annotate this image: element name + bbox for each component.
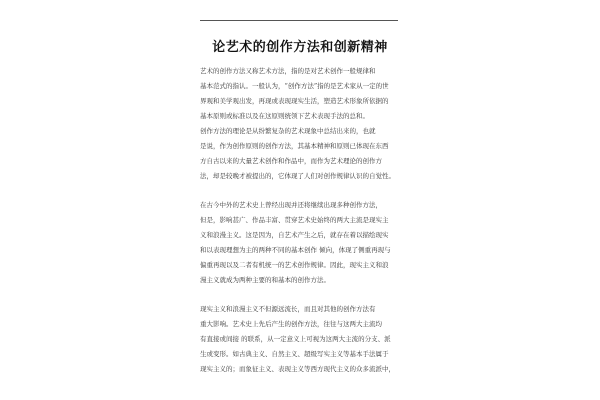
body-text <box>200 64 400 377</box>
text-line: 重大影响。艺术史上先后产生的创作方法，往往与这两大主流均 <box>200 320 382 328</box>
text-line: 在古今中外的艺术史上曾经出现并还将继续出现多种创作方法， <box>200 201 382 209</box>
paragraph-2 <box>200 124 400 184</box>
text-line: 艺术的创作方法又称艺术方法，指的是对艺术创作一般规律和 <box>200 67 376 75</box>
text-line: 创作方法的理论是从纷繁复杂的艺术现象中总结出来的，也就 <box>200 127 376 135</box>
page-title: 论艺术的创作方法和创新精神 <box>212 40 388 55</box>
text-line: 法，却是较晚才被提出的，它体现了人们对创作规律认识的自觉性。 <box>200 172 395 180</box>
text-line: 是说，作为创作原则的创作方法，其基本精神和原则已体现在东西 <box>200 142 389 150</box>
text-line: 偏重再现以及二者有机统一的艺术创作规律。因此，现实主义和浪 <box>200 261 389 269</box>
paragraph-4 <box>200 302 400 377</box>
text-line: 基本原则或标准以及在这原则统领下艺术表现手法的总和。 <box>200 112 369 120</box>
paragraph-1 <box>200 64 400 124</box>
text-line: 和以表现理想为主的两种不同的基本创作 倾向，体现了侧重再现与 <box>200 246 391 254</box>
text-line: 现实主义的；而象征主义、表现主义等西方现代主义的众多流派中， <box>200 365 395 373</box>
text-line: 义和浪漫主义。这是因为，自艺术产生之后，就存在着以描绘现实 <box>200 231 389 239</box>
text-line: 漫主义就成为两种主要的和基本的创作方法。 <box>200 276 330 284</box>
text-line: 方自古以来的大量艺术创作和作品中，而作为艺术理论的创作方 <box>200 157 382 165</box>
text-line: 但是，影响甚广、作品丰富、贯穿艺术史始终的两大主流是现实主 <box>200 216 389 224</box>
paragraph-3 <box>200 198 400 288</box>
text-line: 基本范式的指认。一般认为，“创作方法”指的是艺术家从一定的世 <box>200 82 389 90</box>
text-line: 有直接或间接 的联系，从一定意义上可视为这两大主流的分支、派 <box>200 335 391 343</box>
text-line: 生或变形。如古典主义、自然主义、超级写实主义等基本手法属于 <box>200 350 389 358</box>
paragraph-gap <box>200 184 400 198</box>
paragraph-gap <box>200 288 400 302</box>
text-line: 界观和美学观出发，再现或表现现实生活，塑造艺术形象所依据的 <box>200 97 389 105</box>
text-line: 现实主义和浪漫主义不但源远流长，而且对其他的创作方法有 <box>200 305 376 313</box>
top-rule <box>200 20 398 21</box>
